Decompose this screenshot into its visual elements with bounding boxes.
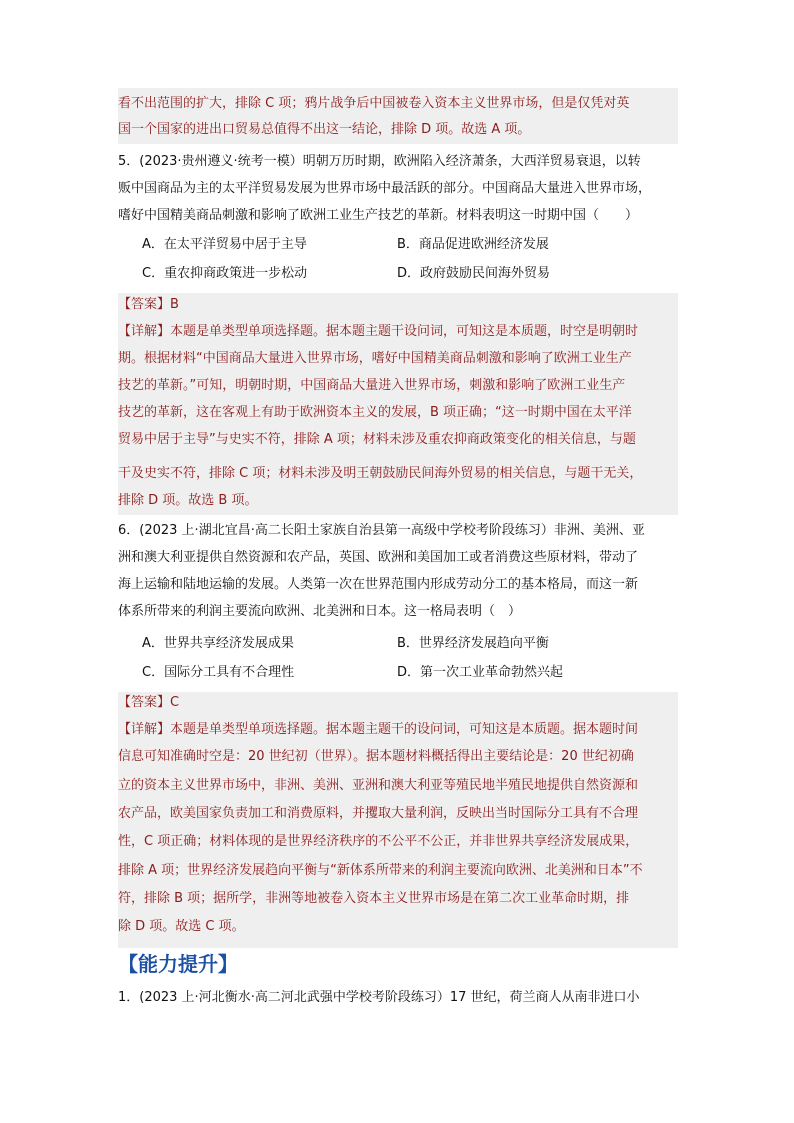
q6-option-d: D．第一次工业革命勃然兴起 (397, 665, 564, 680)
q5-explain-line: 干及史实不符，排除 C 项；材料未涉及明王朝鼓励民间海外贸易的相关信息，与题干无关， (118, 466, 643, 481)
q5-option-a: A．在太平洋贸易中居于主导 (142, 237, 307, 252)
q6-option-a: A．世界共享经济发展成果 (142, 636, 294, 651)
q6-explain-line: 除 D 项。故选 C 项。 (118, 919, 245, 934)
q6-option-b: B．世界经济发展趋向平衡 (397, 636, 549, 651)
explanation-line: 看不出范围的扩大，排除 C 项；鸦片战争后中国被卷入资本主义世界市场，但是仅凭对英 (118, 96, 630, 111)
q6-option-c: C．国际分工具有不合理性 (142, 665, 295, 680)
question-6-line: 体系所带来的利润主要流向欧洲、北美洲和日本。这一格局表明（ ） (118, 604, 522, 619)
question-5-line: 5．(2023·贵州遵义·统考一模）明朝万历时期，欧洲陷入经济萧条，大西洋贸易衰退，以转 (118, 154, 641, 169)
q5-option-b: B．商品促进欧洲经济发展 (397, 237, 549, 252)
question-5-line: 嗜好中国精美商品刺激和影响了欧洲工业生产技艺的革新。材料表明这一时期中国（ ） (118, 208, 639, 223)
q6-answer: 【答案】C (118, 695, 180, 710)
question-6-line: 6．(2023 上·湖北宜昌·高二长阳土家族自治县第一高级中学校考阶段练习）非洲、美洲、亚 (118, 523, 645, 538)
q5-explain-line: 排除 D 项。故选 B 项。 (118, 493, 258, 508)
q6-explain-line: 立的资本主义世界市场中，非洲、美洲、亚洲和澳大利亚等殖民地半殖民地提供自然资源和 (118, 778, 639, 793)
q5-explain-line: 技艺的革新，这在客观上有助于欧洲资本主义的发展，B 项正确；“这一时期中国在太平洋 (118, 405, 632, 420)
q6-explain-line: 性，C 项正确；材料体现的是世界经济秩序的不公平不公正，并非世界共享经济发展成果， (118, 834, 639, 849)
q6-explain-line: 符，排除 B 项；据所学，非洲等地被卷入资本主义世界市场是在第二次工业革命时期，排 (118, 891, 630, 906)
question-5-line: 贩中国商品为主的太平洋贸易发展为世界市场中最活跃的部分。中国商品大量进入世界市场， (118, 181, 652, 196)
question-6-line: 洲和澳大利亚提供自然资源和农产品，英国、欧洲和美国加工或者消费这些原材料，带动了 (118, 550, 639, 565)
q5-explain-line: 技艺的革新。”可知，明朝时期，中国商品大量进入世界市场，刺激和影响了欧洲工业生产 (118, 378, 626, 393)
q5-explain-line: 贸易中居于主导”与史实不符，排除 A 项；材料未涉及重农抑商政策变化的相关信息，与题 (118, 432, 636, 447)
q5-option-d: D．政府鼓励民间海外贸易 (397, 266, 551, 281)
q5-answer: 【答案】B (118, 297, 179, 312)
q6-explain-line: 【详解】本题是单类型单项选择题。据本题主题干的设问词，可知这是本质题。据本题时间 (118, 722, 639, 737)
section-heading: 【能力提升】 (118, 952, 238, 976)
next-question-line: 1．(2023 上·河北衡水·高二河北武强中学校考阶段练习）17 世纪，荷兰商人从南非进口小 (118, 990, 640, 1005)
question-6-line: 海上运输和陆地运输的发展。人类第一次在世界范围内形成劳动分工的基本格局，而这一新 (118, 577, 639, 592)
q6-explain-line: 农产品，欧美国家负责加工和消费原料，并攫取大量利润，反映出当时国际分工具有不合理 (118, 806, 639, 821)
q6-explain-line: 信息可知准确时空是：20 世纪初（世界）。据本题材料概括得出主要结论是：20 世纪初确 (118, 749, 634, 764)
q5-explain-line: 期。根据材料“中国商品大量进入世界市场，嗜好中国精美商品刺激和影响了欧洲工业生产 (118, 351, 632, 366)
q5-explain-line: 【详解】本题是单类型单项选择题。据本题主题干设问词，可知这是本质题，时空是明朝时 (118, 324, 639, 339)
q5-option-c: C．重农抑商政策进一步松动 (142, 266, 308, 281)
q6-explain-line: 排除 A 项；世界经济发展趋向平衡与“新体系所带来的利润主要流向欧洲、北美洲和日本”不 (118, 863, 643, 878)
explanation-line: 国一个国家的进出口贸易总值得不出这一结论，排除 D 项。故选 A 项。 (118, 122, 531, 137)
